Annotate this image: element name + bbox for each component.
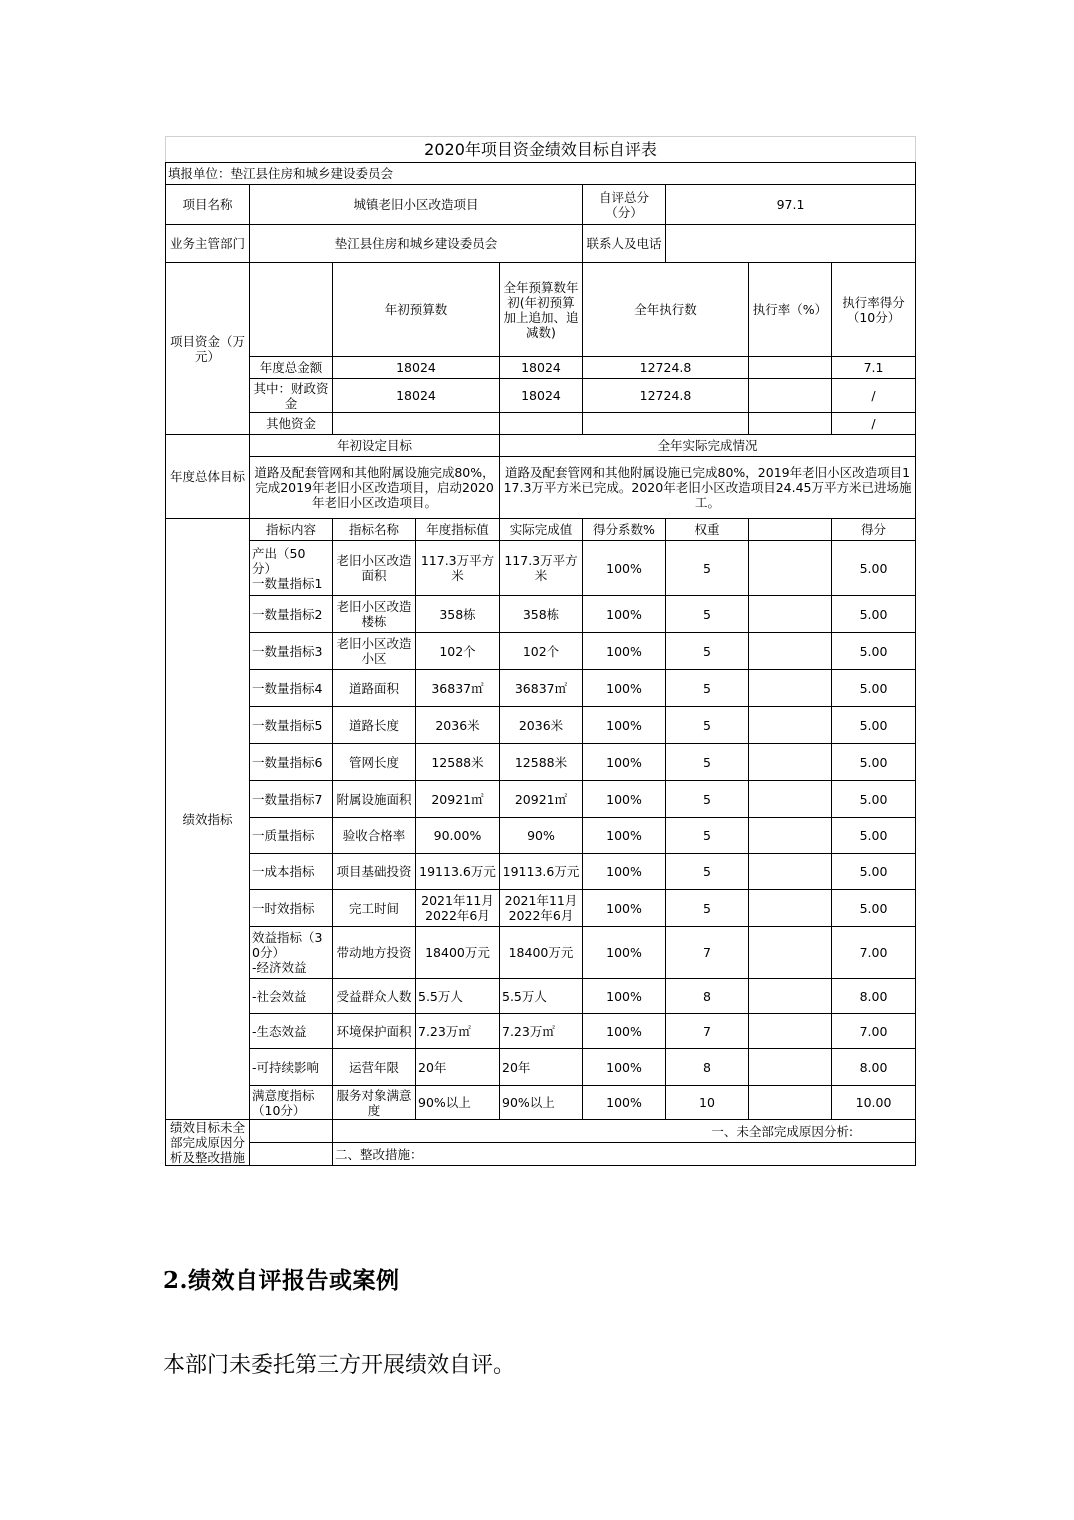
funds-row-score: 7.1 bbox=[832, 357, 916, 379]
perf-weight: 5 bbox=[666, 670, 749, 707]
perf-score-coefficient: 100% bbox=[583, 1086, 666, 1120]
performance-row bbox=[166, 854, 916, 890]
funds-header-executed: 全年执行数 bbox=[583, 263, 749, 357]
perf-weight: 5 bbox=[666, 781, 749, 818]
perf-weight: 5 bbox=[666, 854, 749, 890]
perf-indicator-content: 一时效指标 bbox=[250, 890, 333, 927]
perf-actual-value: 18400万元 bbox=[500, 927, 583, 979]
performance-row bbox=[166, 633, 916, 670]
perf-score-coefficient: 100% bbox=[583, 890, 666, 927]
project-name-value: 城镇老旧小区改造项目 bbox=[250, 185, 583, 225]
perf-indicator-content: 一数量指标4 bbox=[250, 670, 333, 707]
perf-score-coefficient: 100% bbox=[583, 818, 666, 854]
perf-weight: 5 bbox=[666, 596, 749, 633]
perf-target-value: 20年 bbox=[416, 1049, 500, 1086]
perf-score: 5.00 bbox=[832, 818, 916, 854]
perf-blank bbox=[749, 670, 832, 707]
performance-row bbox=[166, 1014, 916, 1049]
perf-actual-value: 358栋 bbox=[500, 596, 583, 633]
perf-target-value: 7.23万㎡ bbox=[416, 1014, 500, 1049]
perf-blank bbox=[749, 633, 832, 670]
perf-indicator-name: 服务对象满意度 bbox=[333, 1086, 416, 1120]
perf-actual-value: 2021年11月 2022年6月 bbox=[500, 890, 583, 927]
perf-score: 5.00 bbox=[832, 890, 916, 927]
dept-label: 业务主管部门 bbox=[166, 225, 250, 263]
annual-goal-actual-text: 道路及配套管网和其他附属设施已完成80%，2019年老旧小区改造项目117.3万平方米已完成。2020年老旧小区改造项目24.45万平方米已进场施工。 bbox=[500, 457, 916, 519]
funds-row-initial: 18024 bbox=[333, 379, 500, 413]
reasons-reason-text: 一、未全部完成原因分析: bbox=[333, 1120, 916, 1143]
funds-header-initial: 年初预算数 bbox=[333, 263, 500, 357]
perf-weight: 8 bbox=[666, 1049, 749, 1086]
funds-row-score: / bbox=[832, 379, 916, 413]
perf-indicator-name: 验收合格率 bbox=[333, 818, 416, 854]
perf-target-value: 20921㎡ bbox=[416, 781, 500, 818]
annual-goal-actual-header: 全年实际完成情况 bbox=[500, 435, 916, 457]
perf-weight: 5 bbox=[666, 541, 749, 596]
perf-indicator-name: 老旧小区改造小区 bbox=[333, 633, 416, 670]
form-body bbox=[166, 137, 916, 1166]
performance-row bbox=[166, 781, 916, 818]
perf-weight: 5 bbox=[666, 890, 749, 927]
perf-weight: 8 bbox=[666, 979, 749, 1014]
perf-actual-value: 102个 bbox=[500, 633, 583, 670]
perf-score: 8.00 bbox=[832, 1049, 916, 1086]
funds-header-blank bbox=[250, 263, 333, 357]
perf-blank bbox=[749, 781, 832, 818]
perf-weight: 7 bbox=[666, 1014, 749, 1049]
performance-row bbox=[166, 541, 916, 596]
self-score-value: 97.1 bbox=[666, 185, 916, 225]
perf-target-value: 90%以上 bbox=[416, 1086, 500, 1120]
perf-indicator-name: 管网长度 bbox=[333, 744, 416, 781]
funds-section-label: 项目资金（万元） bbox=[166, 263, 250, 435]
perf-indicator-name: 附属设施面积 bbox=[333, 781, 416, 818]
perf-header-coef: 得分系数% bbox=[583, 519, 666, 541]
perf-target-value: 90.00% bbox=[416, 818, 500, 854]
performance-row bbox=[166, 890, 916, 927]
perf-target-value: 2036米 bbox=[416, 707, 500, 744]
perf-indicator-name: 完工时间 bbox=[333, 890, 416, 927]
fill-unit: 填报单位：垫江县住房和城乡建设委员会 bbox=[166, 163, 916, 185]
perf-score-coefficient: 100% bbox=[583, 781, 666, 818]
perf-indicator-content: 一数量指标7 bbox=[250, 781, 333, 818]
project-name-label: 项目名称 bbox=[166, 185, 250, 225]
perf-actual-value: 19113.6万元 bbox=[500, 854, 583, 890]
perf-weight: 10 bbox=[666, 1086, 749, 1120]
self-score-label: 自评总分（分） bbox=[583, 185, 666, 225]
annual-goal-set-header: 年初设定目标 bbox=[250, 435, 500, 457]
funds-row-rate bbox=[749, 413, 832, 435]
perf-blank bbox=[749, 541, 832, 596]
perf-target-value: 18400万元 bbox=[416, 927, 500, 979]
perf-actual-value: 90%以上 bbox=[500, 1086, 583, 1120]
perf-header-content: 指标内容 bbox=[250, 519, 333, 541]
perf-indicator-content: 效益指标（30分） -经济效益 bbox=[250, 927, 333, 979]
perf-blank bbox=[749, 707, 832, 744]
perf-score-coefficient: 100% bbox=[583, 927, 666, 979]
performance-row bbox=[166, 744, 916, 781]
perf-score: 7.00 bbox=[832, 927, 916, 979]
perf-target-value: 36837㎡ bbox=[416, 670, 500, 707]
reasons-blank bbox=[250, 1143, 333, 1166]
perf-score-coefficient: 100% bbox=[583, 854, 666, 890]
perf-score: 5.00 bbox=[832, 781, 916, 818]
perf-score-coefficient: 100% bbox=[583, 670, 666, 707]
perf-indicator-content: 一数量指标5 bbox=[250, 707, 333, 744]
perf-score: 5.00 bbox=[832, 854, 916, 890]
perf-indicator-name: 道路面积 bbox=[333, 670, 416, 707]
perf-actual-value: 36837㎡ bbox=[500, 670, 583, 707]
funds-row-full-year: 18024 bbox=[500, 379, 583, 413]
perf-blank bbox=[749, 979, 832, 1014]
perf-blank bbox=[749, 1014, 832, 1049]
perf-indicator-name: 老旧小区改造面积 bbox=[333, 541, 416, 596]
perf-weight: 5 bbox=[666, 744, 749, 781]
funds-row-initial bbox=[333, 413, 500, 435]
performance-self-evaluation-table bbox=[165, 136, 916, 1166]
perf-score-coefficient: 100% bbox=[583, 707, 666, 744]
perf-target-value: 2021年11月 2022年6月 bbox=[416, 890, 500, 927]
reasons-blank bbox=[250, 1120, 333, 1143]
funds-row-executed bbox=[583, 413, 749, 435]
perf-indicator-content: 满意度指标（10分） bbox=[250, 1086, 333, 1120]
perf-blank bbox=[749, 1049, 832, 1086]
perf-weight: 5 bbox=[666, 818, 749, 854]
perf-weight: 7 bbox=[666, 927, 749, 979]
perf-indicator-content: -生态效益 bbox=[250, 1014, 333, 1049]
funds-row-rate bbox=[749, 357, 832, 379]
perf-score-coefficient: 100% bbox=[583, 596, 666, 633]
funds-row-label: 年度总金额 bbox=[250, 357, 333, 379]
performance-row bbox=[166, 670, 916, 707]
performance-row bbox=[166, 927, 916, 979]
perf-score-coefficient: 100% bbox=[583, 1014, 666, 1049]
perf-indicator-content: 一数量指标3 bbox=[250, 633, 333, 670]
perf-indicator-name: 受益群众人数 bbox=[333, 979, 416, 1014]
funds-row-label: 其他资金 bbox=[250, 413, 333, 435]
perf-indicator-name: 带动地方投资 bbox=[333, 927, 416, 979]
funds-row-full-year bbox=[500, 413, 583, 435]
perf-blank bbox=[749, 890, 832, 927]
performance-row bbox=[166, 979, 916, 1014]
annual-goal-set-text: 道路及配套管网和其他附属设施完成80%，完成2019年老旧小区改造项目，启动2020年老旧小区改造项目。 bbox=[250, 457, 500, 519]
perf-blank bbox=[749, 854, 832, 890]
reasons-measure-text: 二、整改措施： bbox=[333, 1143, 916, 1166]
perf-indicator-name: 环境保护面积 bbox=[333, 1014, 416, 1049]
perf-indicator-name: 老旧小区改造楼栋 bbox=[333, 596, 416, 633]
perf-score: 5.00 bbox=[832, 707, 916, 744]
perf-weight: 5 bbox=[666, 707, 749, 744]
perf-actual-value: 7.23万㎡ bbox=[500, 1014, 583, 1049]
perf-indicator-name: 运营年限 bbox=[333, 1049, 416, 1086]
performance-row bbox=[166, 818, 916, 854]
perf-score: 5.00 bbox=[832, 633, 916, 670]
perf-score-coefficient: 100% bbox=[583, 979, 666, 1014]
perf-score: 5.00 bbox=[832, 744, 916, 781]
perf-blank bbox=[749, 596, 832, 633]
perf-score-coefficient: 100% bbox=[583, 633, 666, 670]
perf-indicator-content: -社会效益 bbox=[250, 979, 333, 1014]
perf-indicator-content: 产出（50分） 一数量指标1 bbox=[250, 541, 333, 596]
perf-score-coefficient: 100% bbox=[583, 1049, 666, 1086]
table-title: 2020年项目资金绩效目标自评表 bbox=[166, 137, 916, 163]
perf-blank bbox=[749, 1086, 832, 1120]
performance-row bbox=[166, 1086, 916, 1120]
perf-score: 7.00 bbox=[832, 1014, 916, 1049]
perf-score: 5.00 bbox=[832, 670, 916, 707]
funds-header-score: 执行率得分（10分） bbox=[832, 263, 916, 357]
perf-actual-value: 5.5万人 bbox=[500, 979, 583, 1014]
perf-indicator-content: 一质量指标 bbox=[250, 818, 333, 854]
perf-target-value: 5.5万人 bbox=[416, 979, 500, 1014]
perf-actual-value: 2036米 bbox=[500, 707, 583, 744]
section-heading: 2.绩效自评报告或案例 bbox=[163, 1267, 400, 1294]
perf-score: 5.00 bbox=[832, 541, 916, 596]
perf-header-score: 得分 bbox=[832, 519, 916, 541]
perf-actual-value: 20921㎡ bbox=[500, 781, 583, 818]
funds-row-full-year: 18024 bbox=[500, 357, 583, 379]
perf-weight: 5 bbox=[666, 633, 749, 670]
perf-blank bbox=[749, 927, 832, 979]
funds-row-rate bbox=[749, 379, 832, 413]
funds-header-rate: 执行率（%） bbox=[749, 263, 832, 357]
perf-target-value: 358栋 bbox=[416, 596, 500, 633]
performance-row bbox=[166, 1049, 916, 1086]
funds-row-label: 其中：财政资金 bbox=[250, 379, 333, 413]
funds-header-full-year: 全年预算数年初(年初预算加上追加、追减数) bbox=[500, 263, 583, 357]
perf-indicator-content: 一成本指标 bbox=[250, 854, 333, 890]
perf-actual-value: 117.3万平方米 bbox=[500, 541, 583, 596]
perf-actual-value: 90% bbox=[500, 818, 583, 854]
perf-header-name: 指标名称 bbox=[333, 519, 416, 541]
performance-row bbox=[166, 707, 916, 744]
perf-indicator-content: -可持续影响 bbox=[250, 1049, 333, 1086]
funds-row-executed: 12724.8 bbox=[583, 357, 749, 379]
perf-score: 10.00 bbox=[832, 1086, 916, 1120]
perf-indicator-name: 道路长度 bbox=[333, 707, 416, 744]
perf-score-coefficient: 100% bbox=[583, 541, 666, 596]
perf-indicator-name: 项目基础投资 bbox=[333, 854, 416, 890]
perf-target-value: 117.3万平方米 bbox=[416, 541, 500, 596]
perf-indicator-content: 一数量指标2 bbox=[250, 596, 333, 633]
perf-target-value: 102个 bbox=[416, 633, 500, 670]
performance-row bbox=[166, 596, 916, 633]
perf-blank bbox=[749, 818, 832, 854]
perf-blank bbox=[749, 744, 832, 781]
perf-header-weight: 权重 bbox=[666, 519, 749, 541]
funds-row-executed: 12724.8 bbox=[583, 379, 749, 413]
perf-score: 5.00 bbox=[832, 596, 916, 633]
perf-header-blank bbox=[749, 519, 832, 541]
perf-header-actual: 实际完成值 bbox=[500, 519, 583, 541]
contact-value bbox=[666, 225, 916, 263]
perf-score-coefficient: 100% bbox=[583, 744, 666, 781]
funds-row-initial: 18024 bbox=[333, 357, 500, 379]
perf-score: 8.00 bbox=[832, 979, 916, 1014]
contact-label: 联系人及电话 bbox=[583, 225, 666, 263]
perf-target-value: 19113.6万元 bbox=[416, 854, 500, 890]
perf-header-target: 年度指标值 bbox=[416, 519, 500, 541]
perf-indicator-content: 一数量指标6 bbox=[250, 744, 333, 781]
annual-goal-label: 年度总体目标 bbox=[166, 435, 250, 519]
perf-actual-value: 12588米 bbox=[500, 744, 583, 781]
reasons-label: 绩效目标未全部完成原因分析及整改措施 bbox=[166, 1120, 250, 1166]
section-text: 本部门未委托第三方开展绩效自评。 bbox=[163, 1353, 516, 1378]
performance-label: 绩效指标 bbox=[166, 519, 250, 1120]
dept-value: 垫江县住房和城乡建设委员会 bbox=[250, 225, 583, 263]
perf-target-value: 12588米 bbox=[416, 744, 500, 781]
perf-actual-value: 20年 bbox=[500, 1049, 583, 1086]
funds-row-score: / bbox=[832, 413, 916, 435]
